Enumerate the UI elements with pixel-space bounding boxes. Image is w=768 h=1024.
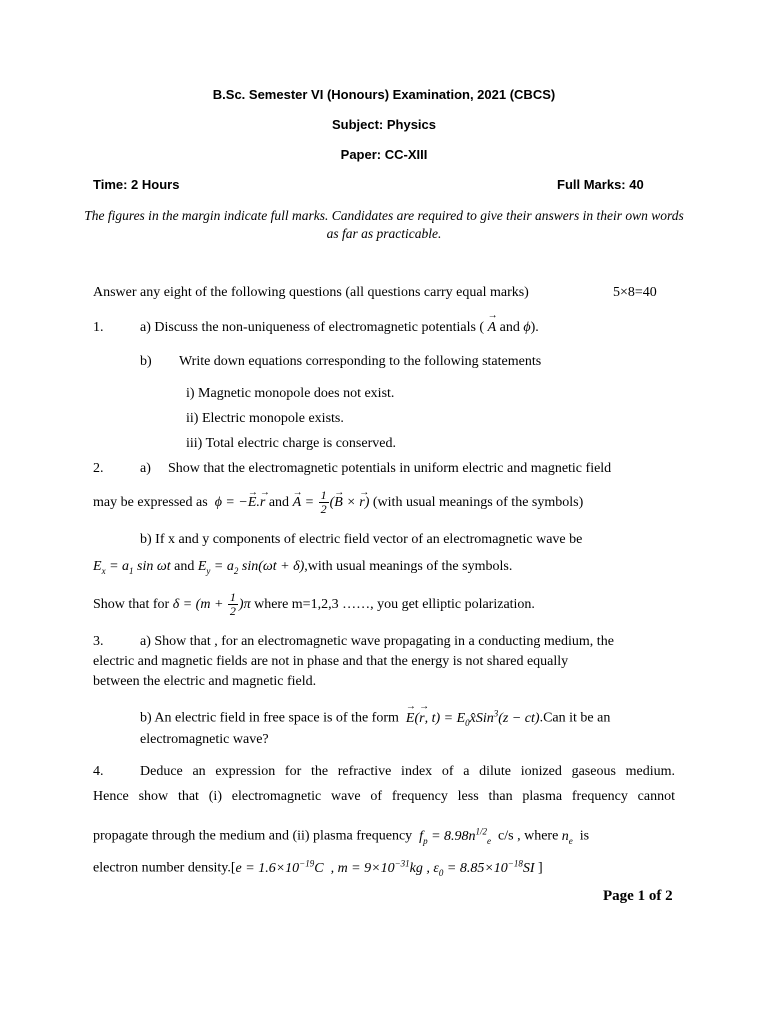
q2-a-line2-pre: may be expressed as bbox=[93, 495, 208, 510]
q1-a-phi: ϕ bbox=[523, 320, 531, 335]
q3-b-post: .Can it be an bbox=[539, 710, 611, 726]
q4-line1: Deduce an expression for the refractive index of a dilute ionized gaseous medium. bbox=[140, 764, 675, 779]
q1-b-ii: ii) Electric monopole exists. bbox=[186, 411, 344, 426]
q4-ne-symbol: $n_e$ bbox=[561, 828, 573, 846]
q2-a-a-eq: → A = $\frac{1}{2}$ (→ B × → r) bbox=[293, 495, 370, 510]
q3-a-line1: a) Show that , for an electromagnetic wave propagating in a conducting medium, the bbox=[140, 634, 614, 649]
full-marks-line: Full Marks: 40 bbox=[557, 177, 644, 192]
q2-a-line2-post: (with usual meanings of the symbols) bbox=[372, 495, 584, 510]
q1-a bbox=[140, 320, 539, 336]
q1-a-vector-a: → A bbox=[488, 320, 497, 335]
q2-a-phi-eq: ϕ = −→ E.→ r bbox=[211, 495, 265, 510]
q3-a-line2: electric and magnetic fields are not in phase and that the energy is not shared equally bbox=[93, 654, 569, 669]
q2-b-post: ,with usual meanings of the symbols. bbox=[304, 559, 513, 574]
q1-b-label: b) bbox=[140, 354, 152, 369]
q4-line3-post: is bbox=[579, 828, 590, 844]
time-line: Time: 2 Hours bbox=[93, 177, 180, 192]
q2-b-and: and bbox=[174, 559, 195, 574]
q2-show-line bbox=[93, 588, 535, 622]
q4-plasma-freq-eq: $f_p = 8.98n^{1/2}_e$ bbox=[419, 826, 492, 846]
q2-a-text: Show that the electromagnetic potentials in uniform electric and magnetic field bbox=[168, 461, 612, 476]
q4-line4-pre: electron number density.[ bbox=[93, 860, 236, 876]
q4-line3-unit: c/s , where bbox=[498, 828, 559, 844]
page-number: Page 1 of 2 bbox=[603, 888, 673, 904]
q2-a-label: a) bbox=[140, 461, 151, 476]
q1-b-i: i) Magnetic monopole does not exist. bbox=[186, 386, 395, 401]
q1-a-label: a) bbox=[140, 320, 151, 335]
q4-number: 4. bbox=[93, 764, 104, 779]
q2-show-where: where m=1,2,3 …… bbox=[254, 597, 371, 612]
q4-constants: $e = 1.6\times 10^{-19}C$ , $m = 9\times 10^{-31}kg$ , $\varepsilon_0 = 8.85\times 10^{-18}SI$ bbox=[235, 858, 535, 878]
q4-line2: Hence show that (i) electromagnetic wave of frequency less than plasma frequency cannot bbox=[93, 789, 675, 804]
q2-a-line2 bbox=[93, 486, 583, 520]
q2-b-text: b) If x and y components of electric field vector of an electromagnetic wave be bbox=[140, 532, 583, 547]
q4-line3 bbox=[93, 826, 589, 845]
subject-line: Subject: Physics bbox=[331, 117, 437, 132]
q1-b-text: Write down equations corresponding to the following statements bbox=[179, 354, 542, 369]
q3-b-pre: b) An electric field in free space is of the form bbox=[140, 710, 399, 726]
q2-b-ey-eq: $E_y = a_2$ sin(ωt + δ) bbox=[197, 559, 305, 576]
q3-b-line1 bbox=[140, 708, 610, 727]
paper-line: Paper: CC-XIII bbox=[340, 147, 428, 162]
q1-a-and: and bbox=[499, 320, 520, 335]
q2-number: 2. bbox=[93, 461, 104, 476]
q1-a-end: ). bbox=[530, 320, 539, 335]
q4-line3-pre: propagate through the medium and (ii) plasma frequency bbox=[93, 828, 413, 844]
q2-b-ex-eq: $E_x = a_1$ sin ωt bbox=[93, 559, 171, 576]
q3-a-line3: between the electric and magnetic field. bbox=[93, 674, 317, 689]
q3-b-field-eq: → E(→ r, $t) = E_0x̂Sin^3(z - ct)$ bbox=[406, 711, 540, 726]
q2-delta-eq: δ = (m + $\frac{1}{2}$ )π bbox=[172, 590, 251, 619]
q4-line4 bbox=[93, 858, 543, 877]
q3-b-line2: electromagnetic wave? bbox=[140, 732, 269, 747]
instructions: The figures in the margin indicate full marks. Candidates are required to give their answers in their own words as far as practicable. bbox=[84, 208, 684, 241]
exam-title: B.Sc. Semester VI (Honours) Examination, 2021 (CBCS) bbox=[212, 87, 556, 102]
directive-marks: 5×8=40 bbox=[613, 285, 657, 300]
q1-b-iii: iii) Total electric charge is conserved. bbox=[186, 436, 396, 451]
q2-show-post: , you get elliptic polarization. bbox=[370, 597, 535, 612]
q2-b-line2 bbox=[93, 559, 512, 576]
q1-number: 1. bbox=[93, 320, 104, 335]
q4-line4-post: ] bbox=[538, 860, 543, 876]
q2-show-pre: Show that for bbox=[93, 597, 170, 612]
q1-a-text: Discuss the non-uniqueness of electromagnetic potentials ( bbox=[154, 320, 485, 335]
q2-a-and: and bbox=[268, 495, 290, 510]
q3-number: 3. bbox=[93, 634, 104, 649]
directive-text: Answer any eight of the following questions (all questions carry equal marks) bbox=[93, 285, 529, 300]
